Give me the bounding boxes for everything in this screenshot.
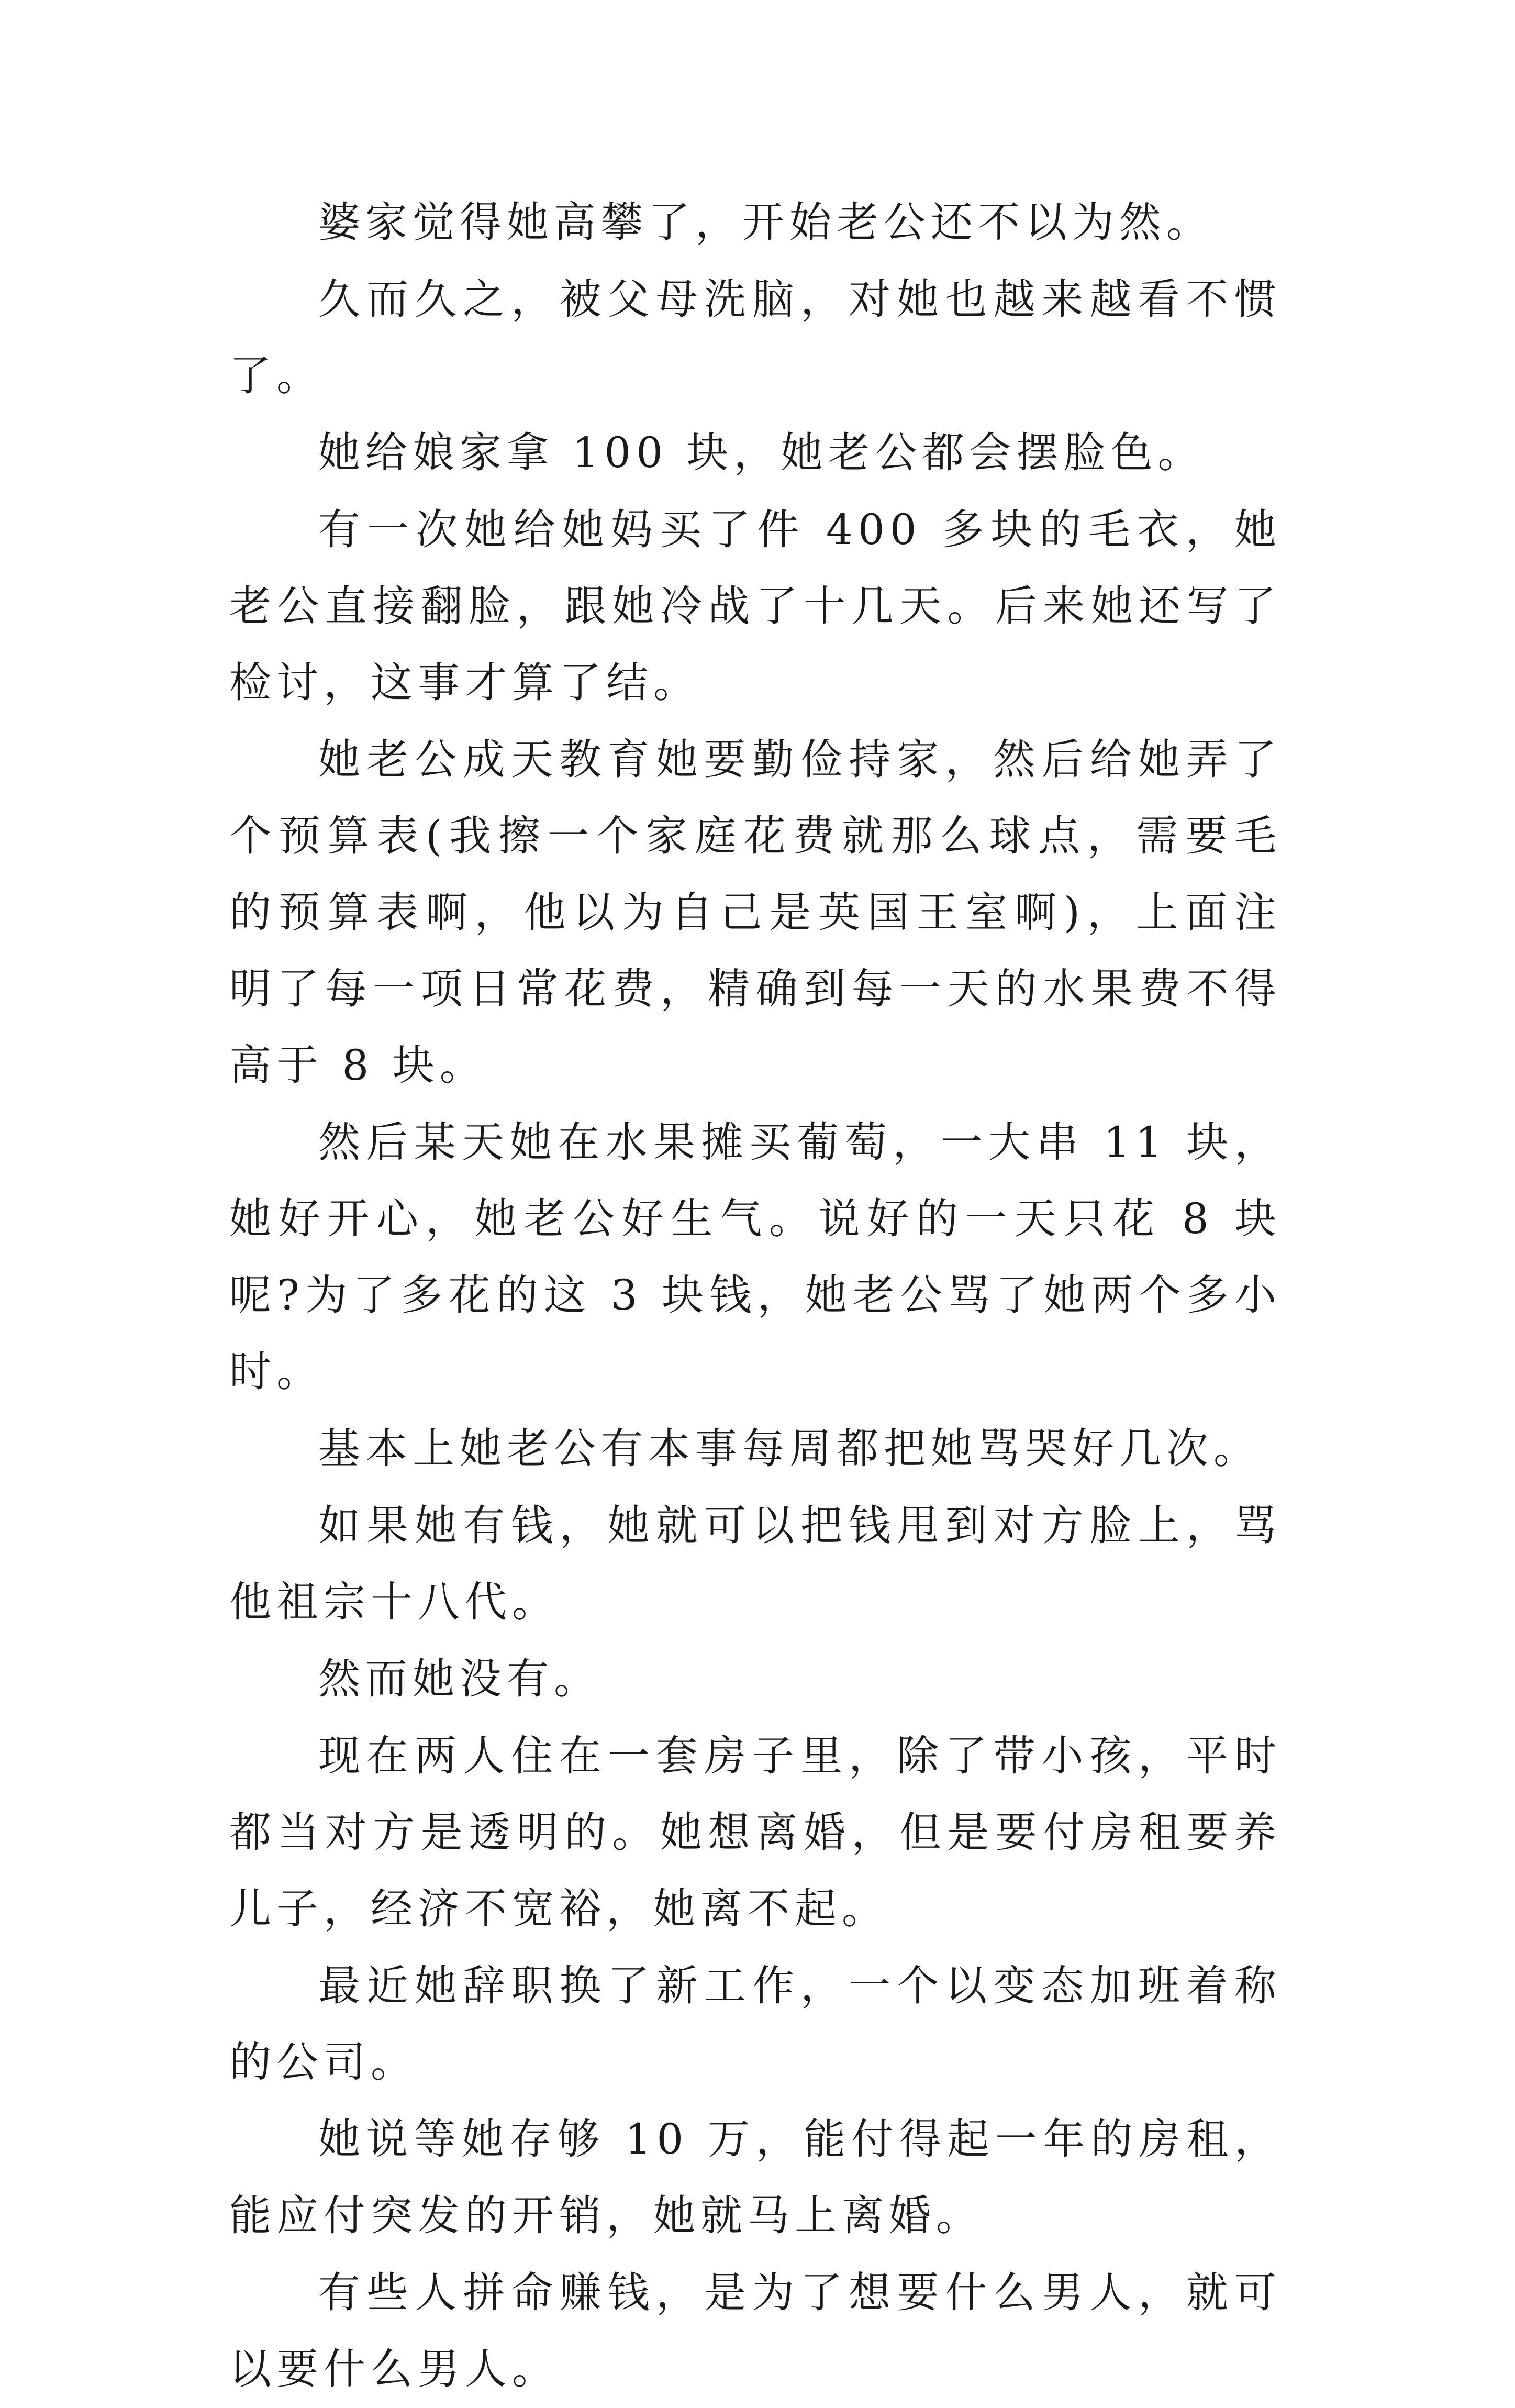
paragraph: 有些人拼命赚钱，是为了想要什么男人，就可以要什么男人。 bbox=[229, 2268, 1282, 2393]
paragraph: 婆家觉得她高攀了，开始老公还不以为然。 bbox=[318, 198, 1213, 247]
document-body bbox=[229, 184, 1282, 2408]
paragraph: 现在两人住在一套房子里，除了带小孩，平时都当对方是透明的。她想离婚，但是要付房租要养儿子，经济不宽裕，她离不起。 bbox=[229, 1732, 1282, 1933]
paragraph: 有一次她给她妈买了件 400 多块的毛衣，她老公直接翻脸，跟她冷战了十几天。后来她还写了检讨，这事才算了结。 bbox=[229, 505, 1282, 707]
paragraph: 然后某天她在水果摊买葡萄，一大串 11 块，她好开心，她老公好生气。说好的一天只花 8 块呢?为了多花的这 3 块钱，她老公骂了她两个多小时。 bbox=[229, 1118, 1282, 1396]
paragraph: 最近她辞职换了新工作，一个以变态加班着称的公司。 bbox=[229, 1961, 1282, 2087]
paragraph: 她老公成天教育她要勤俭持家，然后给她弄了个预算表(我擦一个家庭花费就那么球点，需要毛的预算表啊，他以为自己是英国王室啊)，上面注明了每一项日常花费，精确到每一天的水果费不得高于 8 块。 bbox=[229, 735, 1282, 1090]
paragraph: 久而久之，被父母洗脑，对她也越来越看不惯了。 bbox=[229, 275, 1282, 400]
paragraph: 她给娘家拿 100 块，她老公都会摆脸色。 bbox=[318, 428, 1205, 477]
paragraph: 基本上她老公有本事每周都把她骂哭好几次。 bbox=[318, 1424, 1261, 1473]
paragraph: 如果她有钱，她就可以把钱甩到对方脸上，骂他祖宗十八代。 bbox=[229, 1501, 1282, 1626]
paragraph: 她说等她存够 10 万，能付得起一年的房租，能应付突发的开销，她就马上离婚。 bbox=[229, 2115, 1282, 2240]
paragraph: 然而她没有。 bbox=[318, 1655, 601, 1703]
